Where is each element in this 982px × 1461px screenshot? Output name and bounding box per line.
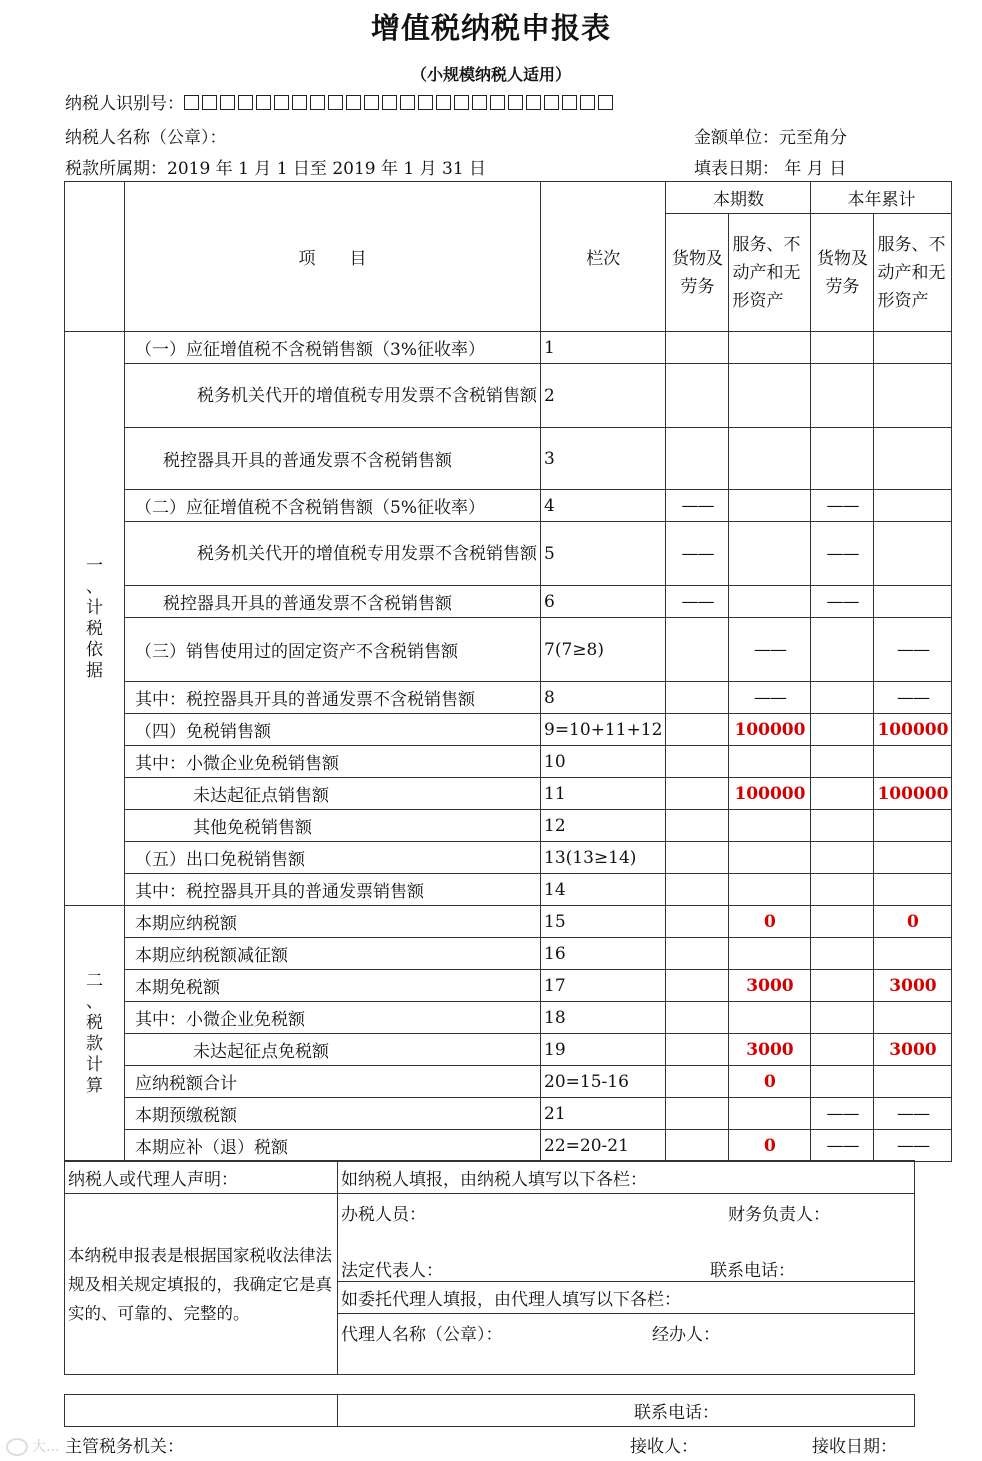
cell-v2[interactable]: [729, 332, 811, 364]
row-item: 税务机关代开的增值税专用发票不含税销售额: [125, 364, 541, 428]
row-line-no: 18: [541, 1002, 666, 1034]
taxpayer-id-box[interactable]: [562, 95, 577, 110]
cell-v1[interactable]: [666, 364, 729, 428]
table-row: [65, 490, 952, 522]
cell-v3[interactable]: [811, 810, 874, 842]
taxpayer-id-box[interactable]: [328, 95, 343, 110]
row-line-no: 2: [541, 364, 666, 428]
cell-v1[interactable]: [666, 938, 729, 970]
cell-v1[interactable]: [666, 906, 729, 938]
taxpayer-id-box[interactable]: [580, 95, 595, 110]
phone-label[interactable]: 联系电话：: [710, 1261, 795, 1281]
row-line-no: 5: [541, 522, 666, 586]
header-item: 项 目: [125, 182, 541, 332]
finance-head-label[interactable]: 财务负责人：: [728, 1205, 830, 1225]
watermark-text: 大...: [32, 1439, 60, 1455]
cell-v4[interactable]: [874, 810, 952, 842]
taxpayer-id-box[interactable]: [526, 95, 541, 110]
cell-v4[interactable]: [874, 364, 952, 428]
cell-v2[interactable]: 100000: [729, 778, 811, 810]
cell-v4[interactable]: [874, 1066, 952, 1098]
taxpayer-id-box[interactable]: [256, 95, 271, 110]
row-line-no: 15: [541, 906, 666, 938]
cell-v4[interactable]: [874, 428, 952, 490]
row-item: （二）应征增值税不含税销售额（5%征收率）: [125, 490, 541, 522]
cell-v2[interactable]: 3000: [729, 1034, 811, 1066]
bottom-phone-label[interactable]: 联系电话：: [338, 1395, 915, 1427]
taxpayer-id-box[interactable]: [184, 95, 199, 110]
agent-name-label[interactable]: 代理人名称（公章）：: [341, 1325, 503, 1345]
table-row: [65, 746, 952, 778]
table-row: [65, 428, 952, 490]
header-ytd-goods: 货物及劳务: [811, 214, 874, 332]
tax-period: 税款所属期：2019 年 1 月 1 日至 2019 年 1 月 31 日: [65, 159, 487, 179]
table-row: [65, 364, 952, 428]
section-char: 计: [86, 597, 103, 618]
taxpayer-id-box[interactable]: [400, 95, 415, 110]
cell-v2[interactable]: 0: [729, 1066, 811, 1098]
cell-v1[interactable]: [666, 714, 729, 746]
cell-v3[interactable]: [811, 746, 874, 778]
declaration-label: 纳税人或代理人声明：: [65, 1161, 338, 1194]
table-row: [65, 1002, 952, 1034]
header-ytd-services: 服务、不动产和无形资产: [874, 214, 952, 332]
row-line-no: 16: [541, 938, 666, 970]
row-item: 本期应补（退）税额: [125, 1130, 541, 1162]
cell-v1[interactable]: [666, 428, 729, 490]
taxpayer-id-box[interactable]: [292, 95, 307, 110]
form-title: 增值税纳税申报表: [370, 11, 611, 45]
row-item: 其中：小微企业免税销售额: [125, 746, 541, 778]
cell-v1[interactable]: [666, 970, 729, 1002]
cell-v3[interactable]: [811, 714, 874, 746]
row-line-no: 9=10+11+12: [541, 714, 666, 746]
cell-v1[interactable]: [666, 746, 729, 778]
taxpayer-id-box[interactable]: [472, 95, 487, 110]
row-item: 其中：税控器具开具的普通发票销售额: [125, 874, 541, 906]
receiver-label: 接收人：: [630, 1437, 698, 1457]
row-item: 未达起征点销售额: [125, 778, 541, 810]
table-row: [65, 332, 952, 364]
row-item: （三）销售使用过的固定资产不含税销售额: [125, 618, 541, 682]
row-item: （一）应征增值税不含税销售额（3%征收率）: [125, 332, 541, 364]
taxpayer-id-box[interactable]: [544, 95, 559, 110]
cell-v2[interactable]: [729, 586, 811, 618]
table-row: [65, 970, 952, 1002]
header-current-services: 服务、不动产和无形资产: [729, 214, 811, 332]
fill-date: 填表日期： 年 月 日: [694, 159, 847, 179]
cell-v1: ——: [666, 490, 729, 522]
row-item: 其中：税控器具开具的普通发票不含税销售额: [125, 682, 541, 714]
cell-v4: ——: [874, 1130, 952, 1162]
section-char: 一: [86, 555, 103, 576]
authority-blank: [65, 1395, 338, 1427]
row-line-no: 22=20-21: [541, 1130, 666, 1162]
taxpayer-id-label: 纳税人识别号：: [65, 94, 184, 114]
cell-v2[interactable]: 0: [729, 1130, 811, 1162]
amount-unit: 金额单位：元至角分: [694, 128, 847, 148]
cell-v3[interactable]: [811, 1034, 874, 1066]
table-row: [65, 810, 952, 842]
taxpayer-id-box[interactable]: [274, 95, 289, 110]
row-line-no: 1: [541, 332, 666, 364]
row-item: 应纳税额合计: [125, 1066, 541, 1098]
cell-v3: ——: [811, 522, 874, 586]
declaration-text: 本纳税申报表是根据国家税收法律法规及相关规定填报的，我确定它是真实的、可靠的、完整的。: [65, 1194, 338, 1375]
cell-v3: ——: [811, 1098, 874, 1130]
taxpayer-id-box[interactable]: [238, 95, 253, 110]
section-char: 、: [86, 991, 103, 1012]
section-char: 税: [86, 618, 103, 639]
cell-v3[interactable]: [811, 618, 874, 682]
declaration-table: [64, 181, 952, 1162]
taxpayer-id-box[interactable]: [382, 95, 397, 110]
taxpayer-id-box[interactable]: [202, 95, 217, 110]
cell-v2[interactable]: [729, 490, 811, 522]
taxpayer-id-boxes[interactable]: [184, 94, 616, 114]
row-item: 本期预缴税额: [125, 1098, 541, 1130]
cell-v3[interactable]: [811, 970, 874, 1002]
taxpayer-id-box[interactable]: [598, 95, 613, 110]
cell-v4: ——: [874, 682, 952, 714]
cell-v1[interactable]: [666, 1034, 729, 1066]
cell-v2[interactable]: [729, 1002, 811, 1034]
handler-label[interactable]: 经办人：: [652, 1325, 720, 1345]
cell-v2[interactable]: [729, 746, 811, 778]
cell-v4[interactable]: 3000: [874, 970, 952, 1002]
watermark: [6, 1436, 59, 1456]
cell-v3[interactable]: [811, 1066, 874, 1098]
cell-v4[interactable]: [874, 522, 952, 586]
table-row: [65, 522, 952, 586]
cell-v3: ——: [811, 490, 874, 522]
agent-cell: [338, 1314, 915, 1375]
cell-v1: ——: [666, 522, 729, 586]
form-subtitle: （小规模纳税人适用）: [410, 65, 571, 84]
cell-v4: ——: [874, 1098, 952, 1130]
section-basis: [65, 332, 125, 906]
row-line-no: 4: [541, 490, 666, 522]
cell-v1[interactable]: [666, 682, 729, 714]
cell-v3[interactable]: [811, 332, 874, 364]
self-fill-note: 如纳税人填报，由纳税人填写以下各栏：: [338, 1161, 915, 1194]
section-char: 据: [86, 660, 103, 681]
cell-v3[interactable]: [811, 938, 874, 970]
cell-v4[interactable]: 0: [874, 906, 952, 938]
table-row: [65, 778, 952, 810]
cell-v3[interactable]: [811, 682, 874, 714]
row-line-no: 20=15-16: [541, 1066, 666, 1098]
row-line-no: 12: [541, 810, 666, 842]
table-row: [65, 586, 952, 618]
cell-v4[interactable]: [874, 874, 952, 906]
row-line-no: 21: [541, 1098, 666, 1130]
header-ytd: 本年累计: [811, 182, 952, 214]
tax-authority-label: 主管税务机关：: [65, 1437, 184, 1457]
cell-v1[interactable]: [666, 1002, 729, 1034]
row-line-no: 10: [541, 746, 666, 778]
table-row: [65, 874, 952, 906]
section-char: 依: [86, 639, 103, 660]
row-line-no: 8: [541, 682, 666, 714]
cell-v3[interactable]: [811, 364, 874, 428]
cell-v2: ——: [729, 682, 811, 714]
cell-v2[interactable]: 0: [729, 906, 811, 938]
header-blank: [65, 182, 125, 332]
table-row: [65, 714, 952, 746]
table-row: [65, 682, 952, 714]
cell-v4[interactable]: [874, 938, 952, 970]
taxpayer-id-box[interactable]: [508, 95, 523, 110]
header-current-goods: 货物及劳务: [666, 214, 729, 332]
cell-v4[interactable]: [874, 746, 952, 778]
tax-officer-label[interactable]: 办税人员：: [341, 1205, 426, 1225]
table-row: [65, 1034, 952, 1066]
table-row: [65, 1130, 952, 1162]
cell-v4[interactable]: [874, 842, 952, 874]
row-item: 税控器具开具的普通发票不含税销售额: [125, 586, 541, 618]
row-item: 税控器具开具的普通发票不含税销售额: [125, 428, 541, 490]
cell-v2[interactable]: [729, 1098, 811, 1130]
cell-v1[interactable]: [666, 332, 729, 364]
taxpayer-name-label: 纳税人名称（公章）：: [65, 128, 227, 148]
taxpayer-id-box[interactable]: [436, 95, 451, 110]
row-line-no: 11: [541, 778, 666, 810]
authority-table: [64, 1394, 915, 1427]
cell-v3[interactable]: [811, 778, 874, 810]
cell-v2[interactable]: [729, 938, 811, 970]
taxpayer-id-box[interactable]: [310, 95, 325, 110]
cell-v2[interactable]: 3000: [729, 970, 811, 1002]
cell-v3[interactable]: [811, 428, 874, 490]
taxpayer-id-box[interactable]: [490, 95, 505, 110]
row-item: （四）免税销售额: [125, 714, 541, 746]
taxpayer-id-box[interactable]: [364, 95, 379, 110]
taxpayer-id-box[interactable]: [346, 95, 361, 110]
row-line-no: 14: [541, 874, 666, 906]
cell-v3: ——: [811, 1130, 874, 1162]
row-item: 本期应纳税额减征额: [125, 938, 541, 970]
section-char: 款: [86, 1033, 103, 1054]
section-calc: [65, 906, 125, 1162]
cell-v3[interactable]: [811, 906, 874, 938]
row-line-no: 3: [541, 428, 666, 490]
receive-date-label: 接收日期：: [812, 1437, 897, 1457]
section-char: 计: [86, 1054, 103, 1075]
cell-v3[interactable]: [811, 842, 874, 874]
cell-v4[interactable]: [874, 1002, 952, 1034]
table-row: [65, 906, 952, 938]
cell-v3[interactable]: [811, 874, 874, 906]
section-char: 、: [86, 576, 103, 597]
cell-v4[interactable]: 100000: [874, 778, 952, 810]
row-line-no: 19: [541, 1034, 666, 1066]
taxpayer-id-box[interactable]: [418, 95, 433, 110]
signature-table: [64, 1160, 915, 1375]
cell-v4: ——: [874, 618, 952, 682]
taxpayer-id-row: [65, 89, 616, 114]
cell-v1[interactable]: [666, 1066, 729, 1098]
table-row: [65, 1098, 952, 1130]
cell-v4[interactable]: [874, 586, 952, 618]
row-line-no: 13(13≥14): [541, 842, 666, 874]
legal-rep-label[interactable]: 法定代表人：: [341, 1261, 443, 1281]
agent-fill-note: 如委托代理人填报，由代理人填写以下各栏：: [338, 1282, 915, 1314]
row-line-no: 17: [541, 970, 666, 1002]
cell-v1[interactable]: [666, 842, 729, 874]
cell-v1[interactable]: [666, 778, 729, 810]
table-row: [65, 1066, 952, 1098]
section-char: 算: [86, 1075, 103, 1096]
cell-v4[interactable]: [874, 332, 952, 364]
cell-v1[interactable]: [666, 874, 729, 906]
cell-v2[interactable]: [729, 364, 811, 428]
cell-v2[interactable]: 100000: [729, 714, 811, 746]
header-current: 本期数: [666, 182, 811, 214]
table-row: [65, 618, 952, 682]
row-line-no: 6: [541, 586, 666, 618]
cell-v2[interactable]: [729, 874, 811, 906]
cell-v4[interactable]: 100000: [874, 714, 952, 746]
row-item: 未达起征点免税额: [125, 1034, 541, 1066]
cell-v1[interactable]: [666, 1098, 729, 1130]
row-item: 其中：小微企业免税额: [125, 1002, 541, 1034]
watermark-icon: [6, 1438, 28, 1456]
table-row: [65, 842, 952, 874]
cell-v2[interactable]: [729, 842, 811, 874]
cell-v1[interactable]: [666, 618, 729, 682]
cell-v3: ——: [811, 586, 874, 618]
table-row: [65, 938, 952, 970]
cell-v1: ——: [666, 586, 729, 618]
header-line-no: 栏次: [541, 182, 666, 332]
cell-v2[interactable]: [729, 522, 811, 586]
row-item: 本期免税额: [125, 970, 541, 1002]
cell-v1[interactable]: [666, 810, 729, 842]
taxpayer-id-box[interactable]: [220, 95, 235, 110]
signer-cell: [338, 1194, 915, 1282]
section-char: 税: [86, 1012, 103, 1033]
row-item: 税务机关代开的增值税专用发票不含税销售额: [125, 522, 541, 586]
row-item: 本期应纳税额: [125, 906, 541, 938]
row-line-no: 7(7≥8): [541, 618, 666, 682]
cell-v2[interactable]: [729, 810, 811, 842]
cell-v3[interactable]: [811, 1002, 874, 1034]
row-item: 其他免税销售额: [125, 810, 541, 842]
cell-v2: ——: [729, 618, 811, 682]
cell-v4[interactable]: [874, 490, 952, 522]
taxpayer-id-box[interactable]: [454, 95, 469, 110]
cell-v4[interactable]: 3000: [874, 1034, 952, 1066]
cell-v2[interactable]: [729, 428, 811, 490]
cell-v1[interactable]: [666, 1130, 729, 1162]
section-char: 二: [86, 970, 103, 991]
row-item: （五）出口免税销售额: [125, 842, 541, 874]
